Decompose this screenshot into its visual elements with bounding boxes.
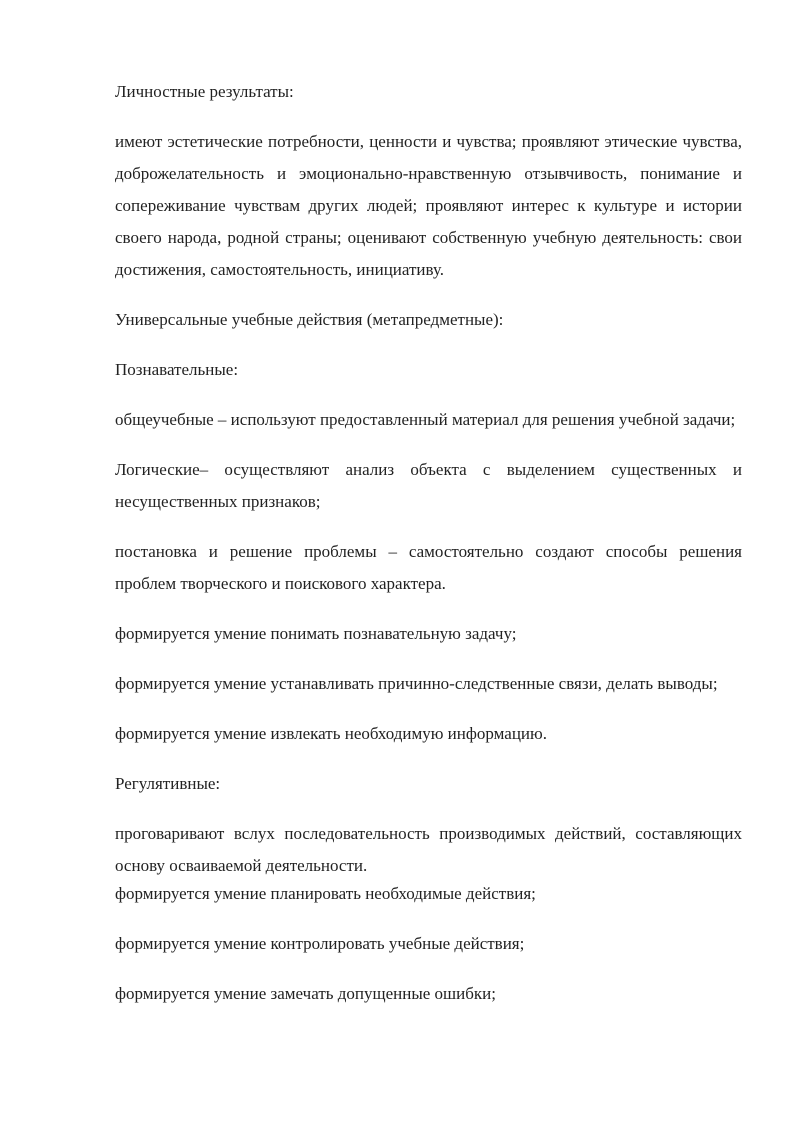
paragraph-personal-results-text: имеют эстетические потребности, ценности и чувства; проявляют этические чувства, доброжелательность и эмоционально-нравственную отзывчивость, понимание и сопереживание чувствам других людей; проявляют интерес к культуре и истории своего народа, родной страны; оценивают собственную учебную деятельность: свои достижения, самостоятельность, инициативу.: [115, 132, 742, 279]
heading-cognitive: Познавательные:: [115, 360, 239, 379]
paragraph-notice-errors: формируется умение замечать допущенные ошибки;: [115, 984, 496, 1003]
heading-regulatory: Регулятивные:: [115, 774, 221, 793]
document-body: [115, 76, 742, 1028]
paragraph-logical: Логические– осуществляют анализ объекта с выделением существенных и несущественных признаков;: [115, 460, 742, 511]
paragraph-plan-actions: формируется умение планировать необходимые действия;: [115, 884, 536, 903]
paragraph-problem-solving: постановка и решение проблемы – самостоятельно создают способы решения проблем творческого и поискового характера.: [115, 542, 742, 593]
paragraph-speak-aloud: проговаривают вслух последовательность производимых действий, составляющих основу осваиваемой деятельности.: [115, 824, 742, 875]
paragraph-general-educational: общеучебные – используют предоставленный материал для решения учебной задачи;: [115, 410, 736, 429]
paragraph-cause-effect: формируется умение устанавливать причинно-следственные связи, делать выводы;: [115, 674, 718, 693]
paragraph-understand-task: формируется умение понимать познавательную задачу;: [115, 624, 517, 643]
paragraph-extract-information: формируется умение извлекать необходимую информацию.: [115, 724, 547, 743]
paragraph-control-actions: формируется умение контролировать учебные действия;: [115, 934, 525, 953]
heading-personal-results: Личностные результаты:: [115, 82, 294, 101]
heading-universal-learning-actions: Универсальные учебные действия (метапредметные):: [115, 310, 504, 329]
